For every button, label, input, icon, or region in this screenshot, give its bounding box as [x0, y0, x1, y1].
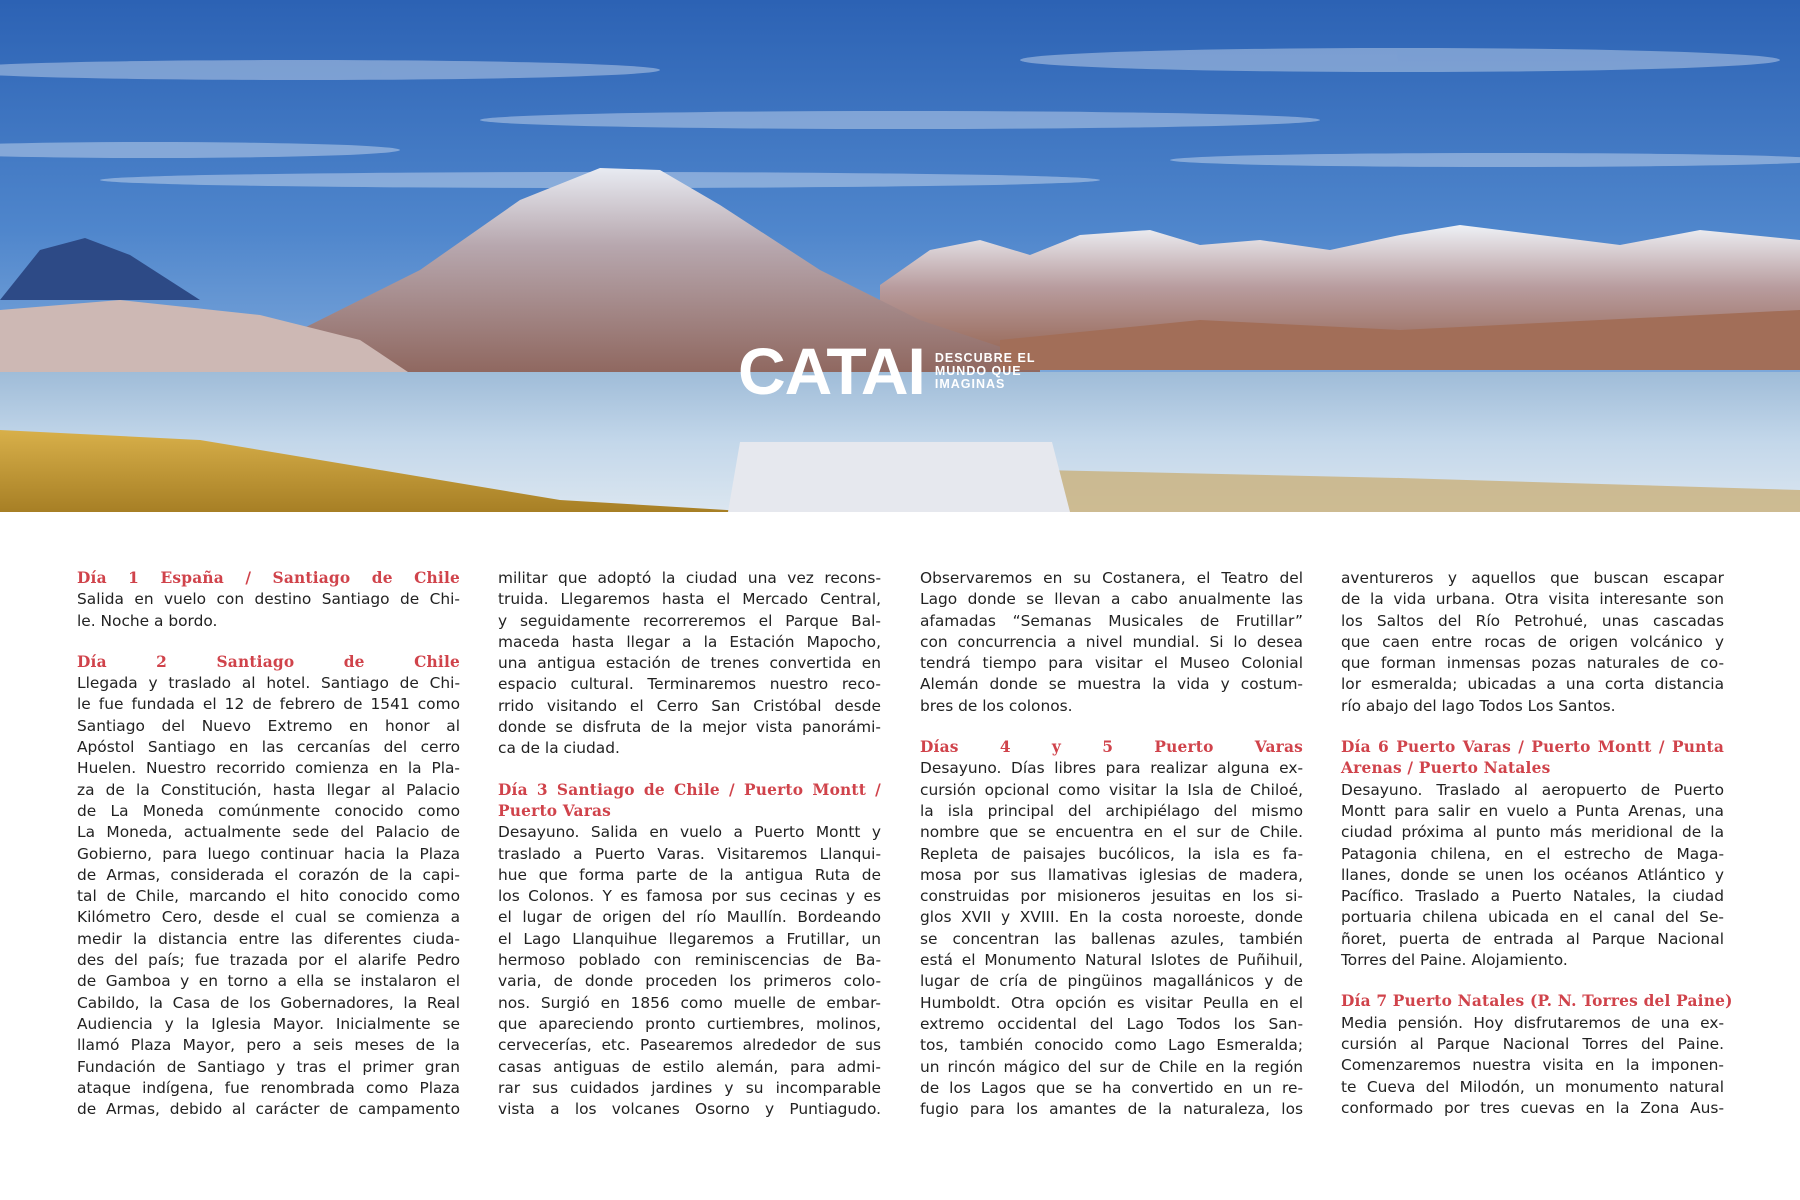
- body-text-line: construidas por misioneros jesuitas en los si-: [920, 887, 1303, 906]
- body-text-line: traslado a Puerto Varas. Visitaremos Llanqui-: [498, 844, 881, 863]
- body-text-line: nombre que se encuentra en el sur de Chile.: [920, 823, 1303, 842]
- body-text-line: se concentran las ballenas azules, también: [920, 929, 1303, 948]
- body-text-line: militar que adoptó la ciudad una vez recons-: [498, 569, 881, 587]
- body-text-line: Humboldt. Otra opción es visitar Peulla en el: [920, 993, 1303, 1012]
- logo-wordmark: CATAI: [738, 334, 925, 408]
- body-text-line: Gobierno, para luego continuar hacia la Plaza: [77, 844, 460, 863]
- body-text-line: hermoso poblado con reminiscencias de Ba-: [498, 951, 881, 970]
- body-text-line: La Moneda, actualmente sede del Palacio de: [77, 823, 460, 842]
- logo-tagline: [935, 352, 1036, 391]
- body-text-line: tal de Chile, marcando el hito conocido como: [77, 887, 460, 906]
- body-text-line: cervecerías, etc. Pasearemos alrededor de sus: [498, 1036, 881, 1055]
- body-text-line: Huelen. Nuestro recorrido comienza en la Pla-: [77, 759, 460, 778]
- body-text-line: Torres del Paine. Alojamiento.: [1341, 951, 1568, 970]
- body-text-line: Patagonia chilena, en el estrecho de Maga-: [1341, 844, 1724, 863]
- body-text-line: Observaremos en su Costanera, el Teatro del: [920, 569, 1303, 587]
- landscape-illustration: [0, 0, 1800, 512]
- body-text-line: con concurrencia a nivel mundial. Si lo desea: [920, 632, 1303, 651]
- body-text-line: bres de los colonos.: [920, 696, 1073, 715]
- body-text-line: lor esmeralda; ubicadas a una corta distancia: [1341, 675, 1724, 694]
- body-text-line: que apareciendo pronto curtiembres, molinos,: [498, 1014, 881, 1033]
- text-column-3: [920, 568, 1303, 1120]
- body-text-line: de los Lagos que se ha convertido en un re-: [920, 1078, 1303, 1097]
- day-heading: Puerto Varas: [498, 801, 612, 820]
- body-text-line: le. Noche a bordo.: [77, 611, 218, 630]
- paragraph-gap: [1341, 717, 1724, 737]
- body-text-line: Santiago del Nuevo Extremo en honor al: [77, 716, 460, 735]
- body-text-line: Desayuno. Traslado al aeropuerto de Puerto: [1341, 780, 1724, 799]
- body-text-line: espacio cultural. Terminaremos nuestro reco-: [498, 675, 881, 694]
- body-text-line: de Gamboa y en torno a ella se instalaron el: [77, 972, 460, 991]
- body-text-line: Desayuno. Salida en vuelo a Puerto Montt y: [498, 823, 881, 842]
- body-text-line: que caen entre rocas de origen volcánico y: [1341, 632, 1724, 651]
- body-text-line: hue que forma parte de la antigua Ruta de: [498, 865, 881, 884]
- body-text-line: Salida en vuelo con destino Santiago de Chi-: [77, 590, 460, 609]
- tagline-line: DESCUBRE EL: [934, 350, 1036, 365]
- day-heading: Día 6 Puerto Varas / Puerto Montt / Punta: [1341, 738, 1724, 757]
- body-text-line: llanes, donde se unen los océanos Atlántico y: [1341, 865, 1724, 884]
- body-text-line: de La Moneda comúnmente conocido como: [77, 801, 460, 820]
- paragraph-gap: [498, 760, 881, 780]
- body-text-line: donde se disfruta de la mejor vista panorámi-: [498, 718, 881, 737]
- body-text-line: vista a los volcanes Osorno y Puntiagudo.: [498, 1100, 881, 1119]
- paragraph-gap: [920, 717, 1303, 737]
- body-text-line: Cabildo, la Casa de los Gobernadores, la Real: [77, 993, 460, 1012]
- body-text-line: te Cueva del Milodón, un monumento natural: [1341, 1077, 1724, 1096]
- day-heading: Día 1 España / Santiago de Chile: [77, 569, 460, 587]
- body-text-line: cursión al Parque Nacional Torres del Paine.: [1341, 1034, 1724, 1053]
- body-text-line: y seguidamente recorreremos el Parque Bal-: [498, 611, 881, 630]
- body-text-line: Desayuno. Días libres para realizar alguna ex-: [920, 759, 1303, 778]
- body-text-line: portuaria chilena ubicada en el canal del Se-: [1341, 908, 1724, 927]
- body-text-line: el Lago Llanquihue llegaremos a Frutillar, un: [498, 929, 881, 948]
- body-text-line: llamó Plaza Mayor, pero a seis meses de la: [77, 1036, 460, 1055]
- body-text-line: de Armas, debido al carácter de campamento: [77, 1100, 460, 1119]
- text-column-1: [77, 568, 460, 1120]
- body-text-line: Alemán donde se muestra la vida y costum-: [920, 675, 1303, 694]
- body-text-line: un rincón mágico del sur de Chile en la región: [920, 1057, 1303, 1076]
- body-text-line: rrido visitando el Cerro San Cristóbal desde: [498, 696, 881, 715]
- body-text-line: los Colonos. Y es famosa por sus cecinas y es: [498, 887, 881, 906]
- hero-photo: [0, 0, 1800, 512]
- body-text-line: ataque indígena, fue renombrada como Plaza: [77, 1078, 460, 1097]
- body-text-line: la isla principal del archipiélago del mismo: [920, 801, 1303, 820]
- body-text-line: Montt para salir en vuelo a Punta Arenas, una: [1341, 801, 1724, 820]
- body-text-line: le fue fundada el 12 de febrero de 1541 como: [77, 695, 460, 714]
- body-text-line: los Saltos del Río Petrohué, unas cascadas: [1341, 611, 1724, 630]
- body-text-line: glos XVII y XVIII. En la costa noroeste, donde: [920, 908, 1303, 927]
- paragraph-gap: [77, 632, 460, 652]
- day-heading: Día 2 Santiago de Chile: [77, 652, 460, 671]
- tagline-line: IMAGINAS: [934, 376, 1006, 391]
- tagline-line: MUNDO QUE: [934, 363, 1022, 378]
- body-text-line: rar sus cuidados jardines y su incomparable: [498, 1078, 881, 1097]
- body-text-line: cursión opcional como visitar la Isla de Chiloé,: [920, 780, 1303, 799]
- body-text-line: de la vida urbana. Otra visita interesante son: [1341, 590, 1724, 609]
- body-text-line: truida. Llegaremos hasta el Mercado Central,: [498, 590, 881, 609]
- body-text-line: Kilómetro Cero, desde el cual se comienza a: [77, 908, 460, 927]
- body-text-line: Audiencia y la Iglesia Mayor. Inicialmente se: [77, 1014, 460, 1033]
- day-heading: Día 3 Santiago de Chile / Puerto Montt /: [498, 780, 881, 799]
- body-text-line: Llegada y traslado al hotel. Santiago de Chi-: [77, 674, 460, 693]
- body-text-line: varia, de donde proceden los primeros colo-: [498, 972, 881, 991]
- body-text-line: Pacífico. Traslado a Puerto Natales, la ciudad: [1341, 887, 1724, 906]
- body-text-line: ñoret, puerta de entrada al Parque Nacional: [1341, 929, 1724, 948]
- body-text-line: que forman inmensas pozas naturales de co-: [1341, 654, 1724, 673]
- body-text-line: ca de la ciudad.: [498, 739, 620, 758]
- body-text-line: aventureros y aquellos que buscan escapar: [1341, 569, 1724, 587]
- body-text-line: Comenzaremos nuestra visita en la imponen-: [1341, 1056, 1724, 1075]
- text-column-2: [498, 568, 881, 1120]
- body-text-line: una antigua estación de trenes convertida en: [498, 654, 881, 673]
- body-text-line: está el Monumento Natural Islotes de Puñihuil,: [920, 951, 1303, 970]
- body-text-line: tendrá tiempo para visitar el Museo Colonial: [920, 654, 1303, 673]
- body-text-line: de Armas, considerada el corazón de la capi-: [77, 865, 460, 884]
- body-text-line: extremo occidental del Lago Todos los San-: [920, 1014, 1303, 1033]
- paragraph-gap: [1341, 971, 1724, 991]
- body-text-line: lugar de cría de pingüinos magallánicos y de: [920, 972, 1303, 991]
- body-text-line: ciudad próxima al punto más meridional de la: [1341, 823, 1724, 842]
- body-text-line: nos. Surgió en 1856 como muelle de embar-: [498, 993, 881, 1012]
- day-heading: Día 7 Puerto Natales (P. N. Torres del Paine): [1341, 992, 1733, 1011]
- body-text-line: medir la distancia entre las diferentes ciuda-: [77, 929, 460, 948]
- body-text-line: mosa por sus llamativas iglesias de madera,: [920, 865, 1303, 884]
- day-heading: Días 4 y 5 Puerto Varas: [920, 738, 1303, 757]
- body-text-line: des del país; fue trazada por el alarife Pedro: [77, 951, 460, 970]
- body-text-line: Media pensión. Hoy disfrutaremos de una ex-: [1341, 1013, 1724, 1032]
- day-heading: Arenas / Puerto Natales: [1341, 759, 1551, 778]
- body-text-line: Repleta de paisajes bucólicos, la isla es fa-: [920, 844, 1303, 863]
- body-text-line: Fundación de Santiago y tras el primer gran: [77, 1057, 460, 1076]
- body-text-line: Apóstol Santiago en las cercanías del cerro: [77, 738, 460, 757]
- body-text-line: afamadas “Semanas Musicales de Frutillar”: [920, 611, 1303, 630]
- body-text-line: fugio para los amantes de la naturaleza, los: [920, 1100, 1303, 1119]
- itinerary-columns: [0, 568, 1800, 1128]
- body-text-line: Lago donde se llevan a cabo anualmente las: [920, 590, 1303, 609]
- body-text-line: casas antiguas de estilo alemán, para admi-: [498, 1057, 881, 1076]
- body-text-line: conformado por tres cuevas en la Zona Aus-: [1341, 1098, 1724, 1117]
- body-text-line: río abajo del lago Todos Los Santos.: [1341, 696, 1616, 715]
- body-text-line: za de la Constitución, hasta llegar al Palacio: [77, 780, 460, 799]
- text-column-4: [1341, 568, 1733, 1119]
- body-text-line: maceda hasta llegar a la Estación Mapocho,: [498, 632, 881, 651]
- catai-logo: [738, 336, 1035, 406]
- body-text-line: el lugar de origen del río Maullín. Bordeando: [498, 908, 881, 927]
- body-text-line: tos, también conocido como Lago Esmeralda;: [920, 1036, 1303, 1055]
